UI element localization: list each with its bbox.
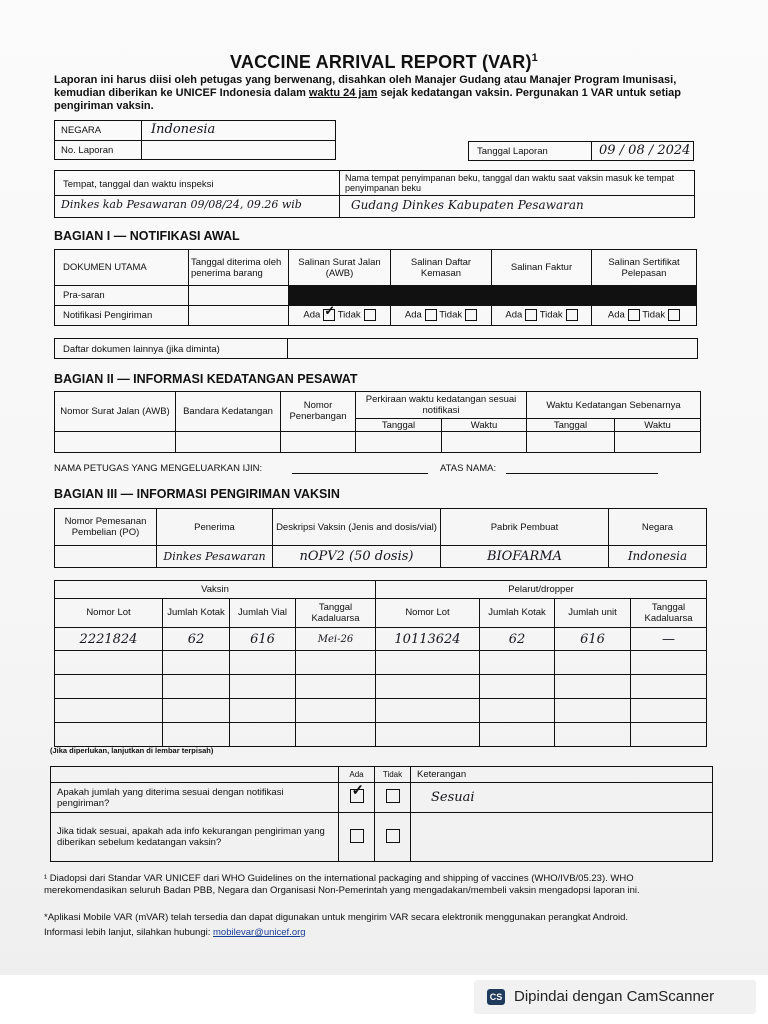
q1-ada-cell: [339, 783, 375, 813]
col-sertifikat: Salinan Sertifikat Pelepasan: [592, 250, 697, 286]
verification-table: [50, 766, 713, 862]
col-sebenarnya: Waktu Kedatangan Sebenarnya: [527, 392, 701, 419]
col-daftar-kemasan: Salinan Daftar Kemasan: [391, 250, 492, 286]
col-tanggal: Tanggal: [527, 419, 615, 431]
table-row: [55, 627, 707, 651]
pelarut-kotak: 62: [480, 627, 555, 651]
question-1: Apakah jumlah yang diterima sesuai dengan notifikasi pengiriman?: [51, 783, 339, 813]
awb-checks: [289, 305, 391, 325]
footnote-3: [44, 927, 714, 939]
col-jumlah-vial: Jumlah Vial: [230, 599, 296, 627]
section-1-table: [54, 249, 697, 326]
country-box: [54, 120, 336, 160]
col-tanggal-diterima: Tanggal diterima oleh penerima barang: [189, 250, 289, 286]
daftar-ada-checkbox[interactable]: [425, 309, 437, 321]
no-laporan-label: No. Laporan: [61, 145, 114, 156]
col-penerima: Penerima: [157, 509, 273, 546]
pelarut-header: Pelarut/dropper: [376, 581, 707, 599]
col-nomor-lot: Nomor Lot: [376, 599, 480, 627]
divider: [339, 171, 340, 217]
faktur-ada-checkbox[interactable]: [525, 309, 537, 321]
daftar-lain-label: Daftar dokumen lainnya (jika diminta): [63, 344, 220, 355]
tidak-label: Tidak: [439, 309, 463, 321]
footnote-2: *Aplikasi Mobile VAR (mVAR) telah tersedia dan dapat digunakan untuk mengirim VAR secara elektronik menggunakan perangkat Android.: [44, 912, 629, 923]
table-row: [55, 699, 707, 723]
nama-tempat-label: Nama tempat penyimpanan beku, tanggal dan waktu saat vaksin masuk ke tempat penyimpanan beku: [345, 173, 675, 193]
cell-empty: [55, 546, 157, 568]
cell-empty: [281, 431, 356, 452]
ada-label: Ada: [505, 309, 523, 321]
other-docs-box: [54, 338, 698, 359]
row-notifikasi: Notifikasi Pengiriman: [55, 305, 189, 325]
col-jumlah-kotak: Jumlah Kotak: [480, 599, 555, 627]
intro-text-1: Laporan ini harus diisi oleh petugas yang berwenang, disahkan oleh Manajer Gudang atau Manajer Program Imunisasi, kemudian diberikan ke UNICEF Indonesia dalam: [54, 74, 677, 99]
section-2-table: [54, 391, 701, 453]
faktur-checks: [492, 305, 592, 325]
section-3-title: BAGIAN III — INFORMASI PENGIRIMAN VAKSIN: [54, 487, 340, 501]
sertifikat-ada-checkbox[interactable]: [628, 309, 640, 321]
tanggal-laporan-value: 09 / 08 / 2024: [599, 143, 691, 158]
page-title: [0, 52, 768, 73]
divider: [287, 339, 288, 358]
vaksin-lot: 2221824: [55, 627, 163, 651]
col-faktur: Salinan Faktur: [492, 250, 592, 286]
ada-label: Ada: [607, 309, 625, 321]
tidak-label: Tidak: [539, 309, 563, 321]
awb-ada-checkbox[interactable]: [323, 309, 335, 321]
negara-value-2: Indonesia: [609, 546, 707, 568]
divider: [591, 142, 592, 160]
col-bandara: Bandara Kedatangan: [176, 392, 281, 432]
petugas-label: NAMA PETUGAS YANG MENGELUARKAN IJIN:: [54, 463, 263, 474]
col-tanggal: Tanggal: [356, 419, 442, 431]
penerima-value: Dinkes Pesawaran: [157, 546, 273, 568]
q1-tidak-cell: [375, 783, 411, 813]
table-row: [55, 675, 707, 699]
pelarut-exp: —: [631, 627, 707, 651]
row-pra-saran: Pra-saran: [55, 286, 189, 305]
intro-text-2: sejak kedatangan vaksin. Pergunakan 1 VAR untuk setiap pengiriman vaksin.: [54, 87, 682, 112]
negara-value: Indonesia: [151, 122, 216, 137]
nama-tempat-value: Gudang Dinkes Kabupaten Pesawaran: [351, 198, 584, 212]
col-jumlah-unit: Jumlah unit: [555, 599, 631, 627]
q1-tidak-checkbox[interactable]: [386, 789, 400, 803]
cell-empty: [189, 286, 289, 305]
col-jumlah-kotak: Jumlah Kotak: [163, 599, 230, 627]
cell-empty: [356, 431, 442, 452]
q2-keterangan: [411, 813, 713, 862]
col-penerbangan: Nomor Penerbangan: [281, 392, 356, 432]
report-date-box: [468, 141, 694, 161]
cell-empty: [189, 305, 289, 325]
section-2-title: BAGIAN II — INFORMASI KEDATANGAN PESAWAT: [54, 372, 358, 386]
vaksin-exp: Mei-26: [296, 627, 376, 651]
title-footnote-mark: 1: [531, 52, 538, 64]
tanggal-laporan-label: Tanggal Laporan: [477, 146, 548, 157]
col-deskripsi: Deskripsi Vaksin (Jenis and dosis/vial): [273, 509, 441, 546]
footnote-1: ¹ Diadopsi dari Standar VAR UNICEF dari WHO Guidelines on the international packaging and shipping of vaccines (WHO/IVB/05.23). WHO merekomendasikan seluruh Badan PBB, Negara dan Organisasi Non-Pemerintah yang mengadakan/membeli vaksin mengadopsi laporan ini.: [44, 873, 640, 896]
vaksin-vial: 616: [230, 627, 296, 651]
faktur-tidak-checkbox[interactable]: [566, 309, 578, 321]
footnote-3-text: Informasi lebih lanjut, silahkan hubungi:: [44, 927, 213, 938]
cell-empty: [176, 431, 281, 452]
cell-empty: [55, 431, 176, 452]
divider: [55, 140, 335, 141]
awb-tidak-checkbox[interactable]: [364, 309, 376, 321]
atas-nama-label: ATAS NAMA:: [440, 463, 497, 474]
col-tidak: Tidak: [375, 767, 411, 783]
deskripsi-value: nOPV2 (50 dosis): [273, 546, 441, 568]
col-po: Nomor Pemesanan Pembelian (PO): [55, 509, 157, 546]
section-1-title: BAGIAN I — NOTIFIKASI AWAL: [54, 229, 240, 243]
col-awb-number: Nomor Surat Jalan (AWB): [55, 392, 176, 432]
lot-table: [54, 580, 707, 747]
negara-label: NEGARA: [61, 125, 102, 136]
col-tanggal-kadaluarsa: Tanggal Kadaluarsa: [296, 599, 376, 627]
sertifikat-tidak-checkbox[interactable]: [668, 309, 680, 321]
q2-tidak-cell: [375, 813, 411, 862]
q1-ada-checkbox[interactable]: [350, 789, 364, 803]
q2-tidak-checkbox[interactable]: [386, 829, 400, 843]
daftar-tidak-checkbox[interactable]: [465, 309, 477, 321]
petugas-line[interactable]: [292, 473, 428, 474]
daftar-checks: [391, 305, 492, 325]
table-row: [55, 723, 707, 747]
col-tanggal-kadaluarsa: Tanggal Kadaluarsa: [631, 599, 707, 627]
col-nomor-lot: Nomor Lot: [55, 599, 163, 627]
camscanner-label: Dipindai dengan CamScanner: [514, 988, 715, 1005]
col-awb: Salinan Surat Jalan (AWB): [289, 250, 391, 286]
q2-ada-checkbox[interactable]: [350, 829, 364, 843]
sertifikat-checks: [592, 305, 697, 325]
continuation-note: (Jika diperlukan, lanjutkan di lembar terpisah): [50, 746, 214, 755]
cell-empty: [527, 431, 615, 452]
blacked-out-cells: [289, 286, 697, 305]
divider: [55, 195, 694, 196]
vaksin-kotak: 62: [163, 627, 230, 651]
col-pabrik: Pabrik Pembuat: [441, 509, 609, 546]
camscanner-watermark: [474, 980, 756, 1014]
intro-paragraph: [54, 74, 694, 113]
q1-keterangan: Sesuai: [411, 783, 713, 813]
cell-empty: [615, 431, 701, 452]
intro-deadline: waktu 24 jam: [308, 87, 378, 99]
col-waktu: Waktu: [442, 419, 527, 431]
inspection-box: [54, 170, 695, 218]
tidak-label: Tidak: [642, 309, 666, 321]
col-perkiraan: Perkiraan waktu kedatangan sesuai notifikasi: [356, 392, 527, 419]
pabrik-value: BIOFARMA: [441, 546, 609, 568]
pelarut-unit: 616: [555, 627, 631, 651]
q2-ada-cell: [339, 813, 375, 862]
question-2: Jika tidak sesuai, apakah ada info kekurangan pengiriman yang diberikan sebelum kedatangan vaksin?: [51, 813, 339, 862]
tempat-label: Tempat, tanggal dan waktu inspeksi: [63, 179, 214, 190]
tidak-label: Tidak: [337, 309, 361, 321]
col-keterangan: Keterangan: [411, 767, 713, 783]
col-waktu: Waktu: [615, 419, 701, 431]
section-3-table: [54, 508, 707, 568]
atas-nama-line[interactable]: [506, 473, 658, 474]
vaksin-header: Vaksin: [55, 581, 376, 599]
col-dokumen-utama: DOKUMEN UTAMA: [55, 250, 189, 286]
ada-label: Ada: [303, 309, 321, 321]
tempat-value: Dinkes kab Pesawaran 09/08/24, 09.26 wib: [61, 198, 302, 211]
col-negara: Negara: [609, 509, 707, 546]
table-row: [55, 651, 707, 675]
ada-label: Ada: [404, 309, 422, 321]
camscanner-logo-icon: CS: [487, 989, 505, 1005]
pelarut-lot: 10113624: [376, 627, 480, 651]
cell-empty: [442, 431, 527, 452]
col-ada: Ada: [339, 767, 375, 783]
title-text: VACCINE ARRIVAL REPORT (VAR): [230, 52, 532, 72]
email-link[interactable]: mobilevar@unicef.org: [213, 927, 306, 938]
cell-empty: [51, 767, 339, 783]
